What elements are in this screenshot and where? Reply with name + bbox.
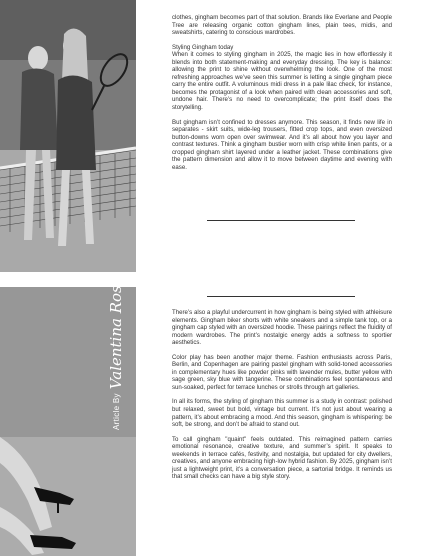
section-subhead: Styling Gingham today xyxy=(172,43,234,51)
styling-text: When it comes to styling gingham in 2025, the magic lies in how effortlessly it blends into both statement-making and everyday dressing. The key is balance: allowing the print to shine without overwhelming the look. One of the most refreshing approaches we’ve seen this summer is letting a single gingham piece carry the entire outfit. A voluminous midi dress in a pale lilac check, for instance, becomes the protagonist of a look when paired with clean accessories and soft, undone hair. There’s no need to overcomplicate; the print itself does the storytelling. xyxy=(172,51,392,112)
paragraph-athleisure: There’s also a playful undercurrent in how gingham is being styled with athleisure elements. Gingham biker shorts with white sneakers and a simple tank top, or a gingham cap styled with an oversized hoodie. These pairings reflect the fluidity of modern wardrobes. The print’s nostalgic energy adds a softness to sportier aesthetics. xyxy=(172,309,392,347)
byline-prefix: Article By xyxy=(111,393,121,430)
article-column-top xyxy=(172,14,392,178)
paragraph-styling xyxy=(172,44,392,112)
divider-rule-bottom xyxy=(207,296,355,297)
divider-rule-top xyxy=(207,220,355,221)
paragraph-forms: In all its forms, the styling of gingham this summer is a study in contrast: polished but relaxed, sweet but bold, vintage but current. It’s not just about wearing a pattern, it’s about embracing a mood. And this season, gingham is whispering: be soft, be strong, and don’t be afraid to stand out. xyxy=(172,398,392,429)
paragraph-intro: clothes, gingham becomes part of that solution. Brands like Everlane and People Tree are releasing organic cotton gingham lines, plain tees, midis, and sweatshirts, catering to conscious wardrobes. xyxy=(172,14,392,37)
article-column-bottom xyxy=(172,309,392,488)
tennis-photo xyxy=(0,0,136,272)
paragraph-color: Color play has been another major theme. Fashion enthusiasts across Paris, Berlin, and Copenhagen are pairing pastel gingham with solid-toned accessories in complementary hues like powder pinks with lavender mules, butter yellow with sage green, sky blue with tangerine. These combinations feel spontaneous and sun-soaked, perfect for terrace lunches or strolls through art galleries. xyxy=(172,353,392,391)
byline xyxy=(98,276,134,430)
author-signature: Valentina Rosa xyxy=(107,276,125,390)
paragraph-quaint: To call gingham "quaint" feels outdated. This reimagined pattern carries emotional resonance, creative texture, and summer’s spirit. It speaks to weekends in terrace cafés, festivity, and nostalgia, but updated for city dwellers, creatives, and anyone embracing high-low hybrid fashion. By 2025, gingham isn’t just a lightweight print, it’s a conversation piece, a sartorial bridge. It reminds us that small checks can have a big style story. xyxy=(172,435,392,481)
paragraph-separates: But gingham isn’t confined to dresses anymore. This season, it finds new life in separates - skirt suits, wide-leg trousers, fitted crop tops, and even oversized button-downs worn open over swimwear. And it’s all about how you layer and contrast textures. Think a gingham bustier worn with crisp white linen pants, or a cropped gingham shirt layered under a leather jacket. These combinations give the pattern dimension and allow it to move between daytime and evening with ease. xyxy=(172,118,392,171)
